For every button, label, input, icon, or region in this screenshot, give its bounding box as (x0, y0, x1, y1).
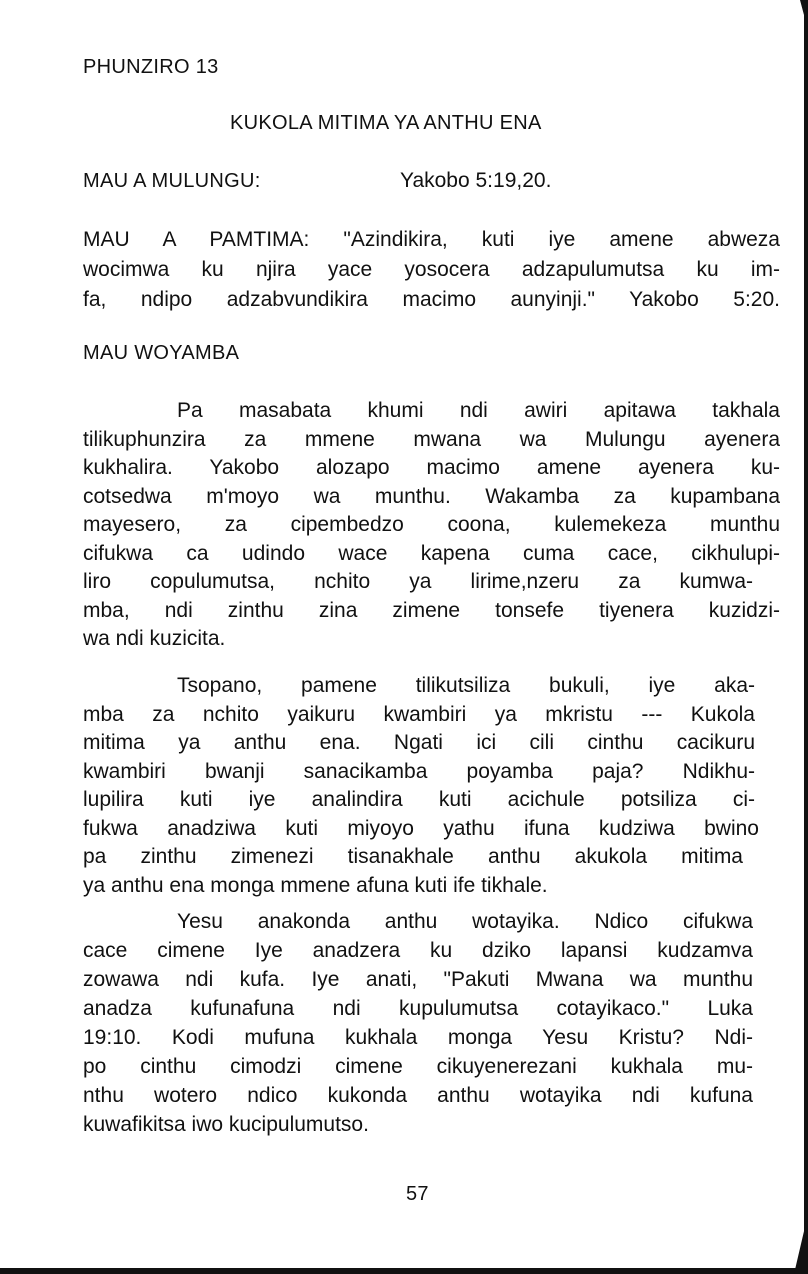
paragraph-3 (83, 907, 753, 1139)
section-heading: MAU WOYAMBA (83, 342, 240, 364)
paragraph-line: Pa masabata khumi ndi awiri apitawa takhala (177, 399, 780, 422)
scan-edge-corner (794, 1214, 808, 1274)
page-number: 57 (406, 1183, 429, 1205)
paragraph-line: liro copulumutsa, nchito ya lirime,nzeru za kumwa- (83, 570, 753, 593)
paragraph-line: mba za nchito yaikuru kwambiri ya mkristu --- Kukola (83, 702, 755, 726)
paragraph-line: kukhalira. Yakobo alozapo macimo amene ayenera ku- (83, 456, 780, 479)
memory-verse-line: fa, ndipo adzabvundikira macimo aunyinji." Yakobo 5:20. (83, 288, 780, 311)
paragraph-1 (83, 397, 780, 654)
paragraph-line: mitima ya anthu ena. Ngati ici cili cinthu cacikuru (83, 731, 755, 754)
paragraph-line: wa ndi kuzicita. (83, 627, 226, 650)
paragraph-line: po cinthu cimodzi cimene cikuyenerezani kukhala mu- (83, 1055, 753, 1078)
scripture-label: MAU A MULUNGU: (83, 170, 261, 192)
paragraph-line: mayesero, za cipembedzo coona, kulemekeza munthu (83, 513, 780, 536)
paragraph-line: Tsopano, pamene tilikutsiliza bukuli, iye aka- (177, 674, 755, 697)
paragraph-line: kuwafikitsa iwo kucipulumutso. (83, 1113, 369, 1136)
paragraph-line: ya anthu ena monga mmene afuna kuti ife tikhale. (83, 873, 548, 897)
lesson-title: KUKOLA MITIMA YA ANTHU ENA (230, 112, 542, 134)
paragraph-line: 19:10. Kodi mufuna kukhala monga Yesu Kristu? Ndi- (83, 1026, 753, 1049)
scripture-reference: Yakobo 5:19,20. (400, 169, 552, 192)
scan-edge-bottom (0, 1268, 808, 1274)
paragraph-line: cifukwa ca udindo wace kapena cuma cace, cikhulupi- (83, 541, 780, 565)
paragraph-line: mba, ndi zinthu zina zimene tonsefe tiyenera kuzidzi- (83, 598, 780, 622)
memory-verse-line: MAU A PAMTIMA: "Azindikira, kuti iye amene abweza (83, 228, 780, 251)
paragraph-line: cotsedwa m'moyo wa munthu. Wakamba za kupambana (83, 484, 780, 508)
paragraph-line: lupilira kuti iye analindira kuti acichule potsiliza ci- (83, 788, 755, 811)
memory-verse-line: wocimwa ku njira yace yosocera adzapulumutsa ku im- (83, 258, 780, 281)
paragraph-line: nthu wotero ndico kukonda anthu wotayika ndi kufuna (83, 1084, 753, 1107)
paragraph-line: cace cimene Iye anadzera ku dziko lapansi kudzamva (83, 939, 753, 962)
scan-edge-right (804, 0, 808, 1274)
paragraph-line: fukwa anadziwa kuti miyoyo yathu ifuna kudziwa bwino (83, 816, 759, 840)
paragraph-line: pa zinthu zimenezi tisanakhale anthu akukola mitima (83, 845, 743, 868)
paragraph-line: zowawa ndi kufa. Iye anati, "Pakuti Mwana wa munthu (83, 968, 753, 991)
memory-verse (83, 225, 780, 315)
paragraph-line: kwambiri bwanji sanacikamba poyamba paja? Ndikhu- (83, 759, 755, 783)
paragraph-line: Yesu anakonda anthu wotayika. Ndico cifukwa (177, 910, 753, 933)
paragraph-2 (83, 672, 759, 900)
lesson-label: PHUNZIRO 13 (83, 56, 219, 78)
paragraph-line: anadza kufunafuna ndi kupulumutsa cotayikaco." Luka (83, 997, 753, 1020)
paragraph-line: tilikuphunzira za mmene mwana wa Mulungu ayenera (83, 427, 780, 451)
